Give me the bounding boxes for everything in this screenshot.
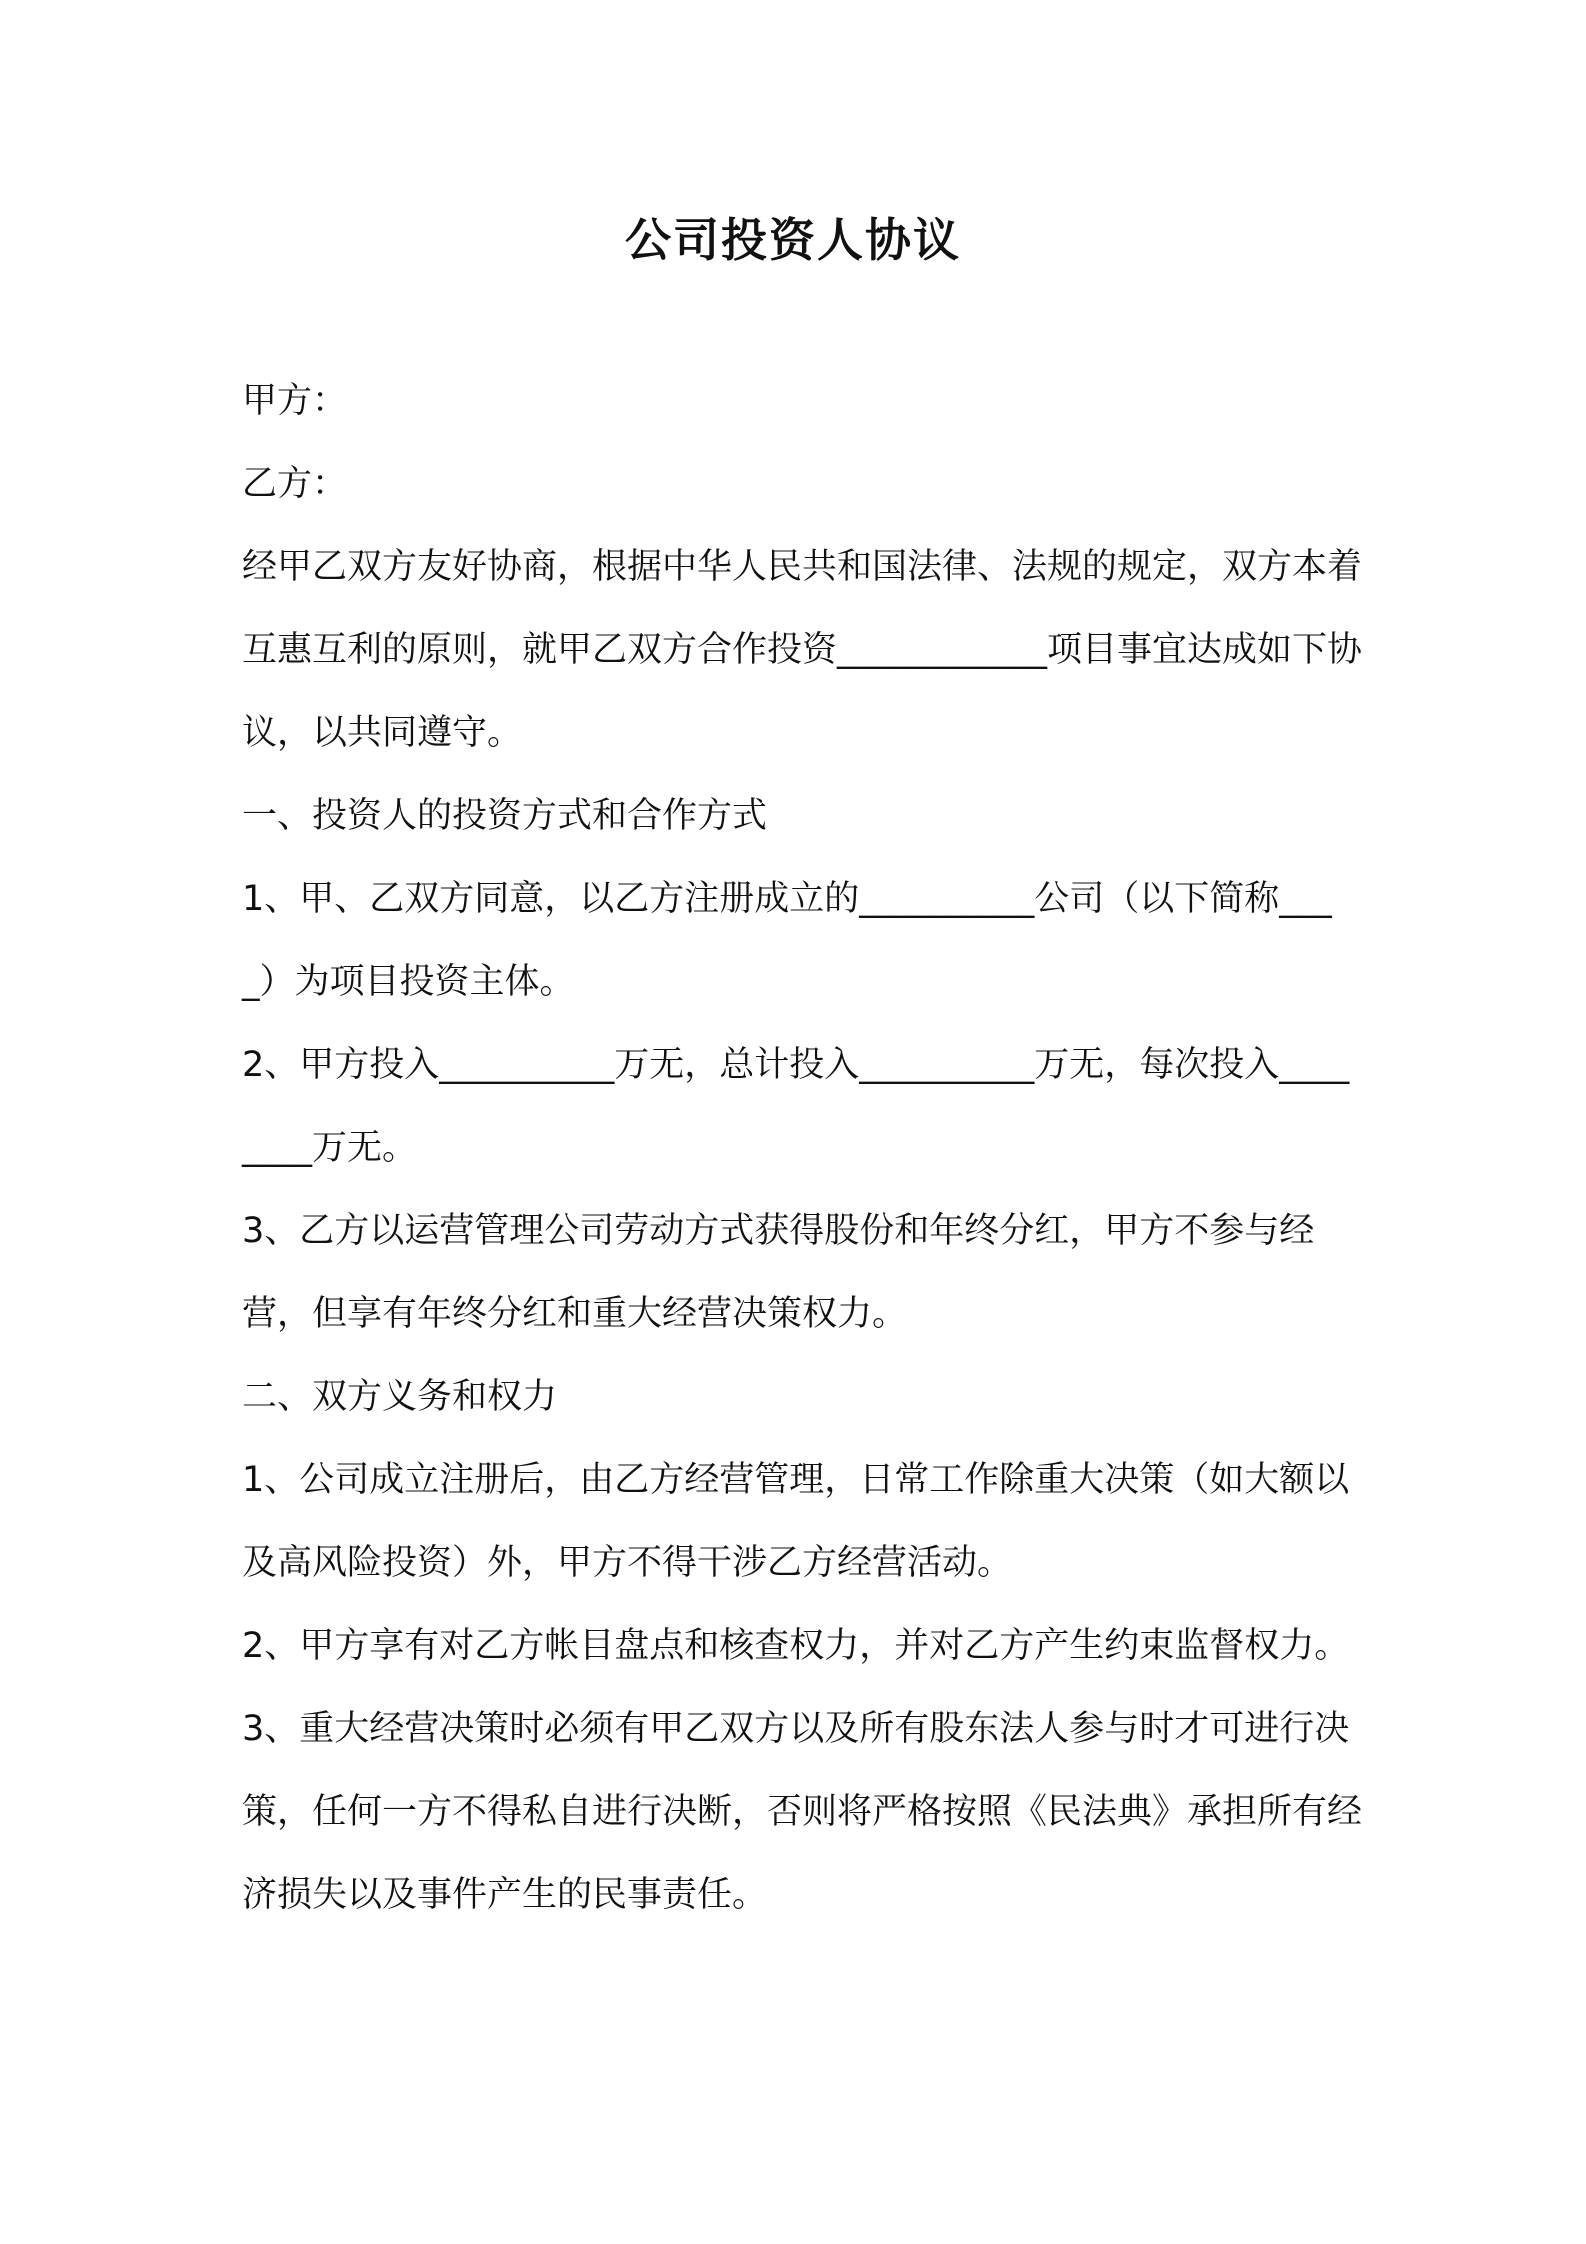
preamble-paragraph: 经甲乙双方友好协商，根据中华人民共和国法律、法规的规定，双方本着互惠互利的原则，就甲乙双方合作投资____________项目事宜达成如下协议，以共同遵守。 <box>242 547 1363 753</box>
party-a-line: 甲方： <box>242 381 348 421</box>
clause-1-3: 3、乙方以运营管理公司劳动方式获得股份和年终分红，甲方不参与经营，但享有年终分红和重大经营决策权力。 <box>242 1211 1315 1334</box>
document-title: 公司投资人协议 <box>625 213 961 267</box>
section-heading-1: 一、投资人的投资方式和合作方式 <box>242 796 768 836</box>
section-heading-2: 二、双方义务和权力 <box>242 1377 558 1417</box>
clause-1-2: 2、甲方投入__________万无，总计投入__________万无，每次投入________万无。 <box>242 1045 1350 1168</box>
party-b-line: 乙方： <box>242 464 348 504</box>
clause-1-1: 1、甲、乙双方同意，以乙方注册成立的__________公司（以下简称____）为项目投资主体。 <box>242 879 1332 1002</box>
clause-2-3: 3、重大经营决策时必须有甲乙双方以及所有股东法人参与时才可进行决策，任何一方不得私自进行决断，否则将严格按照《民法典》承担所有经济损失以及事件产生的民事责任。 <box>242 1709 1363 1915</box>
clause-2-2: 2、甲方享有对乙方帐目盘点和核查权力，并对乙方产生约束监督权力。 <box>242 1626 1350 1666</box>
clause-2-1: 1、公司成立注册后，由乙方经营管理，日常工作除重大决策（如大额以及高风险投资）外，甲方不得干涉乙方经营活动。 <box>242 1460 1350 1583</box>
document-body <box>242 360 1362 1937</box>
